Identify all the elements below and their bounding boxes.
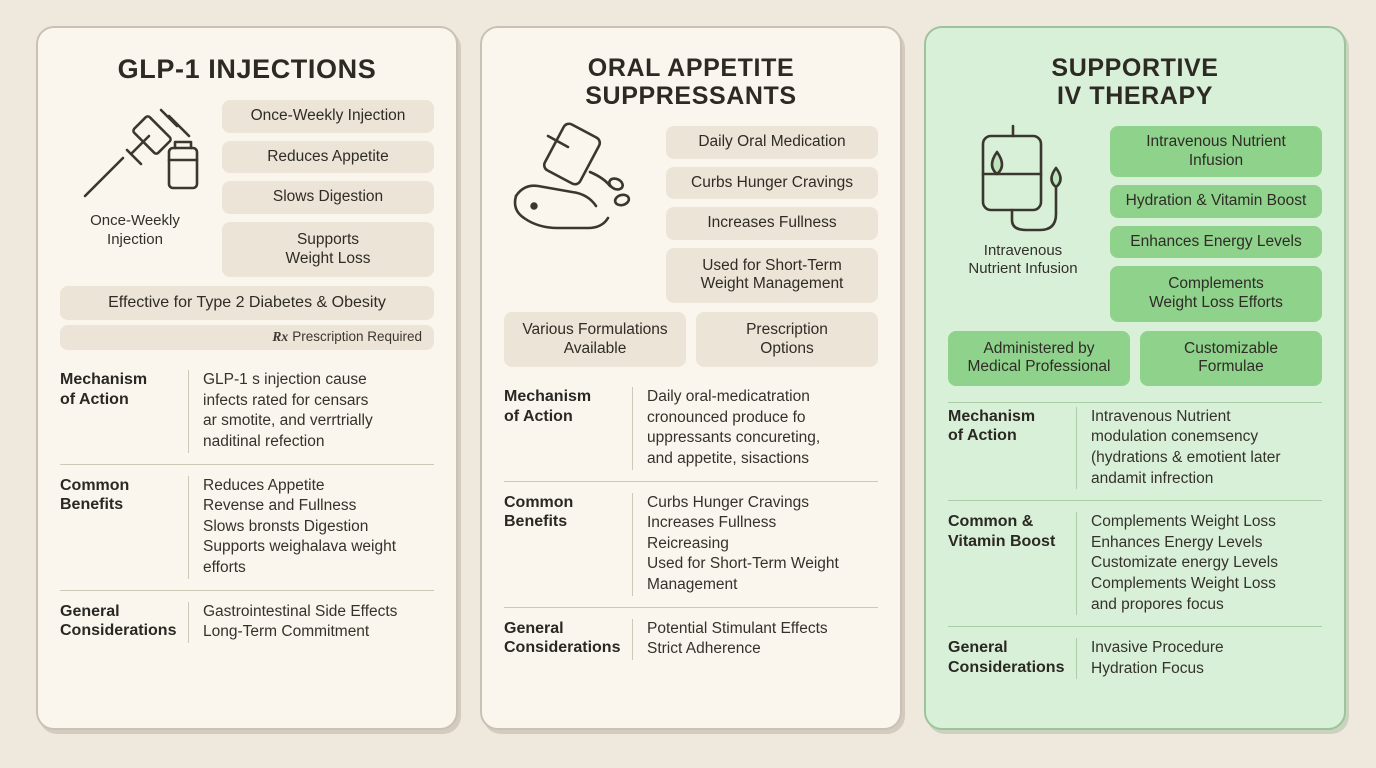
row-body-mechanism <box>647 387 878 469</box>
row-line: Gastrointestinal Side Effects <box>203 602 398 620</box>
row-line: efforts <box>203 559 246 577</box>
row-line: Increases Fullness <box>647 514 777 532</box>
row-divider <box>188 370 189 452</box>
row-line: naditinal refection <box>203 433 325 451</box>
row-line: uppressants concureting, <box>647 429 821 447</box>
row-line: ar smotite, and verrtrially <box>203 412 373 430</box>
prescription-required-note <box>60 325 434 350</box>
pill-bottle-hand-icon <box>504 122 654 240</box>
row-line: Revense and Fullness <box>203 497 357 515</box>
row-line: (hydrations & emotient later <box>1091 448 1281 466</box>
row-body-considerations <box>203 602 434 643</box>
row-label-benefits: Common & Vitamin Boost <box>948 513 1056 550</box>
table-row <box>948 626 1322 690</box>
pill-once-weekly-injection: Once-Weekly Injection <box>222 100 434 133</box>
row-body-mechanism <box>203 370 434 452</box>
card-top-section <box>948 122 1322 322</box>
row-line: Hydration Focus <box>1091 659 1204 677</box>
table-row <box>948 500 1322 626</box>
details-table-iv <box>948 402 1322 710</box>
illustration-iv-drip <box>948 122 1098 279</box>
row-line: Long-Term Commitment <box>203 623 370 641</box>
row-label-benefits: Common Benefits <box>504 493 574 531</box>
pill-column <box>666 122 878 303</box>
row-line: andamit infrection <box>1091 469 1214 487</box>
row-divider <box>188 602 189 643</box>
table-row <box>504 607 878 671</box>
row-label-benefits: Common Benefits <box>60 476 130 514</box>
row-line: Strict Adherence <box>647 640 761 658</box>
illustration-caption: Once-Weekly Injection <box>90 212 180 248</box>
wide-pill-row <box>948 331 1322 386</box>
wide-pill-row <box>504 312 878 367</box>
pill-curbs-hunger-cravings: Curbs Hunger Cravings <box>666 167 878 200</box>
pill-hydration-vitamin-boost: Hydration & Vitamin Boost <box>1110 185 1322 218</box>
table-row <box>504 383 878 480</box>
pill-customizable-formulae: Customizable Formulae <box>1140 331 1322 386</box>
table-row <box>948 402 1322 500</box>
pill-supports-weight-loss: Supports Weight Loss <box>222 222 434 277</box>
iv-drip-bag-icon <box>953 122 1093 234</box>
pill-administered-by-medical-professional: Administered by Medical Professional <box>948 331 1130 386</box>
pill-column <box>1110 122 1322 322</box>
row-label-considerations: General Considerations <box>60 602 177 640</box>
row-line: GLP-1 s injection cause <box>203 371 367 389</box>
pill-increases-fullness: Increases Fullness <box>666 207 878 240</box>
row-divider <box>632 387 633 469</box>
illustration-caption: Intravenous Nutrient Infusion <box>968 242 1078 278</box>
prescription-required-label: Prescription Required <box>292 329 422 345</box>
pill-effective-type2-obesity: Effective for Type 2 Diabetes & Obesity <box>60 286 434 320</box>
table-row <box>504 481 878 607</box>
row-line: modulation conemsency <box>1091 428 1259 446</box>
row-divider <box>632 493 633 596</box>
row-label-considerations: General Considerations <box>504 619 621 657</box>
card-glp1-injections <box>36 26 458 730</box>
row-line: Customizate energy Levels <box>1091 554 1278 572</box>
row-line: Invasive Procedure <box>1091 639 1224 657</box>
rx-symbol-icon: Rx <box>272 329 289 345</box>
row-line: Management <box>647 576 738 594</box>
card-supportive-iv-therapy <box>924 26 1346 730</box>
row-line: Supports weighalava weight <box>203 538 397 556</box>
table-row <box>60 366 434 463</box>
pill-column <box>222 96 434 277</box>
row-body-benefits <box>1091 512 1322 615</box>
row-line: Potential Stimulant Effects <box>647 619 828 637</box>
row-body-considerations <box>1091 638 1322 679</box>
row-divider <box>1076 407 1077 489</box>
pill-slows-digestion: Slows Digestion <box>222 181 434 214</box>
row-body-considerations <box>647 619 878 660</box>
row-line: Complements Weight Loss <box>1091 513 1276 531</box>
illustration-syringe <box>60 96 210 249</box>
table-row <box>60 590 434 654</box>
page-title: GLP-1 INJECTIONS <box>117 54 377 84</box>
row-line: infects rated for censars <box>203 391 369 409</box>
row-line: Used for Short-Term Weight <box>647 555 839 573</box>
pill-intravenous-nutrient-infusion: Intravenous Nutrient Infusion <box>1110 126 1322 177</box>
page-title: SUPPORTIVE IV THERAPY <box>1051 54 1219 110</box>
row-line: Reduces Appetite <box>203 476 325 494</box>
card-top-section <box>504 122 878 303</box>
details-table-glp1 <box>60 366 434 710</box>
row-divider <box>188 476 189 579</box>
illustration-pill-bottle <box>504 122 654 248</box>
pill-various-formulations: Various Formulations Available <box>504 312 686 367</box>
pill-short-term-weight-management: Used for Short-Term Weight Management <box>666 248 878 303</box>
row-divider <box>1076 638 1077 679</box>
pill-complements-weight-loss-efforts: Complements Weight Loss Efforts <box>1110 266 1322 321</box>
row-label-mechanism: Mechanism of Action <box>948 407 1036 445</box>
row-line: and propores focus <box>1091 595 1224 613</box>
table-row <box>60 464 434 590</box>
row-line: Enhances Energy Levels <box>1091 533 1263 551</box>
syringe-vial-icon <box>65 96 205 204</box>
details-table-oral <box>504 383 878 710</box>
row-line: Intravenous Nutrient <box>1091 407 1231 425</box>
row-body-mechanism <box>1091 407 1322 489</box>
row-label-mechanism: Mechanism of Action <box>504 388 592 425</box>
row-label-considerations: General Considerations <box>948 639 1065 676</box>
page-title: ORAL APPETITE SUPPRESSANTS <box>585 54 797 110</box>
row-divider <box>1076 512 1077 615</box>
row-divider <box>632 619 633 660</box>
row-line: cronounced produce fo <box>647 408 806 426</box>
row-body-benefits <box>203 476 434 579</box>
pill-reduces-appetite: Reduces Appetite <box>222 141 434 174</box>
row-body-benefits <box>647 493 878 596</box>
row-line: Daily oral-medicatration <box>647 388 810 406</box>
row-line: Complements Weight Loss <box>1091 575 1276 593</box>
card-oral-appetite-suppressants <box>480 26 902 730</box>
card-top-section <box>60 96 434 277</box>
row-line: Slows bronsts Digestion <box>203 517 369 535</box>
row-line: Reicreasing <box>647 534 729 552</box>
row-line: Curbs Hunger Cravings <box>647 493 809 511</box>
row-line: and appetite, sisactions <box>647 449 809 467</box>
pill-prescription-options: Prescription Options <box>696 312 878 367</box>
pill-enhances-energy-levels: Enhances Energy Levels <box>1110 226 1322 259</box>
row-label-mechanism: Mechanism of Action <box>60 371 148 408</box>
pill-daily-oral-medication: Daily Oral Medication <box>666 126 878 159</box>
